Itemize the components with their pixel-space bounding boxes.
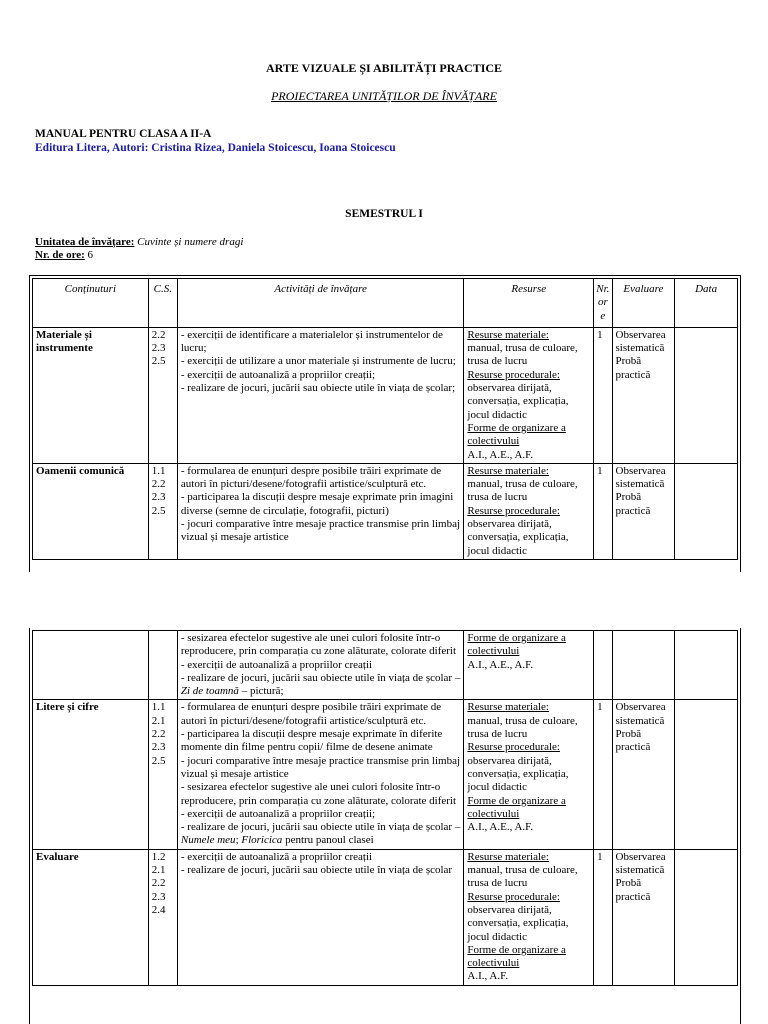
header-resurse: Resurse — [464, 279, 594, 328]
row-activitati: - formularea de enunțuri despre posibile trăiri exprimate de autori în picturi/desene/fotografii artistice/sculptură etc. - participarea la discuții despre mesaje exprimate în diferite momente din filme pentru copii/ filme de desene animate - jocuri comparative între mesaje practice transmise prin limbaj vizual și mesaje artistice - sesizarea efectelor sugestive ale unei culori folosite într-o reproducere, prin comparația cu zone alăturate, colorate diferit - exerciții de autoanaliză a propriilor creații; - realizare de jocuri, jucării sau obiecte utile în viața de școlar – Numele meu; Floricica pentru panoul clasei — [177, 700, 464, 849]
unit-value: Cuvinte și numere dragi — [137, 236, 244, 248]
row-cs — [148, 631, 177, 700]
document-page-2 — [0, 598, 768, 1024]
header-nr-ore: Nr. or e — [594, 279, 612, 328]
unit-line — [35, 236, 243, 248]
hours-label: Nr. de ore: — [35, 249, 85, 261]
row-cs: 1.2 2.1 2.2 2.3 2.4 — [148, 849, 177, 985]
row-cs: 2.2 2.3 2.5 — [148, 327, 177, 463]
row-evaluare: Observarea sistematică Probă practică — [612, 700, 675, 849]
table-row — [33, 631, 738, 700]
row-data — [675, 849, 738, 985]
header-continuturi: Conținuturi — [33, 279, 149, 328]
row-resurse: Resurse materiale: manual, trusa de culoare, trusa de lucru Resurse procedurale: observarea dirijată, conversația, explicația, jocul didactic Forme de organizare a colectivului A.I., A.F. — [464, 849, 594, 985]
header-cs: C.S. — [148, 279, 177, 328]
planning-table-page-2 — [29, 628, 741, 1024]
unit-label: Unitatea de învățare: — [35, 236, 135, 248]
row-continut: Litere și cifre — [33, 700, 149, 849]
header-evaluare: Evaluare — [612, 279, 675, 328]
row-activitati: - sesizarea efectelor sugestive ale unei culori folosite într-o reproducere, prin comparația cu zone alăturate, colorate diferit - exerciții de autoanaliză a propriilor creații - realizare de jocuri, jucării sau obiecte utile în viața de școlar – Zi de toamnă – pictură; — [177, 631, 464, 700]
planning-table-page-1 — [29, 275, 741, 572]
page-gap — [0, 572, 768, 598]
row-data — [675, 463, 738, 559]
row-evaluare: Observarea sistematică Probă practică — [612, 327, 675, 463]
row-data — [675, 700, 738, 849]
row-evaluare — [612, 631, 675, 700]
row-resurse: Resurse materiale: manual, trusa de culoare, trusa de lucru Resurse procedurale: observarea dirijată, conversația, explicația, jocul didactic Forme de organizare a colectivului A.I., A.E., A.F. — [464, 700, 594, 849]
row-continut: Oamenii comunică — [33, 463, 149, 559]
document-subtitle: PROIECTAREA UNITĂȚILOR DE ÎNVĂȚARE — [271, 89, 497, 103]
row-resurse: Resurse materiale: manual, trusa de culoare, trusa de lucru Resurse procedurale: observarea dirijată, conversația, explicația, jocul didactic — [464, 463, 594, 559]
semester-heading: SEMESTRUL I — [345, 208, 423, 220]
row-resurse: Resurse materiale: manual, trusa de culoare, trusa de lucru Resurse procedurale: observarea dirijată, conversația, explicația, jocul didactic Forme de organizare a colectivului A.I., A.E., A.F. — [464, 327, 594, 463]
header-activitati: Activități de învățare — [177, 279, 464, 328]
editura-line: Editura Litera, Autori: Cristina Rizea, Daniela Stoicescu, Ioana Stoicescu — [35, 142, 396, 154]
table-row — [33, 463, 738, 559]
row-nr-ore — [594, 631, 612, 700]
row-nr-ore: 1 — [594, 327, 612, 463]
table-row — [33, 327, 738, 463]
hours-value: 6 — [87, 249, 94, 261]
row-activitati: - exerciții de identificare a materialelor și instrumentelor de lucru; - exerciții de utilizare a unor materiale și instrumente de lucru; - exerciții de autoanaliză a propriilor creații; - realizare de jocuri, jucării sau obiecte utile în viața de școlar; — [177, 327, 464, 463]
document-title: ARTE VIZUALE ȘI ABILITĂȚI PRACTICE — [265, 61, 503, 75]
row-cs: 1.1 2.1 2.2 2.3 2.5 — [148, 700, 177, 849]
table-row — [33, 700, 738, 849]
row-cs: 1.1 2.2 2.3 2.5 — [148, 463, 177, 559]
hours-line — [35, 249, 93, 261]
row-continut — [33, 631, 149, 700]
row-evaluare: Observarea sistematică Probă practică — [612, 849, 675, 985]
row-activitati: - exerciții de autoanaliză a propriilor creații - realizare de jocuri, jucării sau obiecte utile în viața de școlar — [177, 849, 464, 985]
manual-heading: MANUAL PENTRU CLASA A II-A — [35, 128, 212, 140]
header-data: Data — [675, 279, 738, 328]
table-row — [33, 849, 738, 985]
row-continut: Materiale și instrumente — [33, 327, 149, 463]
row-nr-ore: 1 — [594, 700, 612, 849]
row-nr-ore: 1 — [594, 463, 612, 559]
row-continut: Evaluare — [33, 849, 149, 985]
row-nr-ore: 1 — [594, 849, 612, 985]
row-evaluare: Observarea sistematică Probă practică — [612, 463, 675, 559]
row-resurse: Forme de organizare a colectivului A.I., A.E., A.F. — [464, 631, 594, 700]
row-data — [675, 327, 738, 463]
table-header-row — [33, 279, 738, 328]
row-activitati: - formularea de enunțuri despre posibile trăiri exprimate de autori în picturi/desene/fotografii artistice/sculptură etc. - participarea la discuții despre mesaje exprimate prin imagini diverse (semne de circulație, fotografii, picturi) - jocuri comparative între mesaje practice transmise prin limbaj vizual și mesaje artistice — [177, 463, 464, 559]
row-data — [675, 631, 738, 700]
